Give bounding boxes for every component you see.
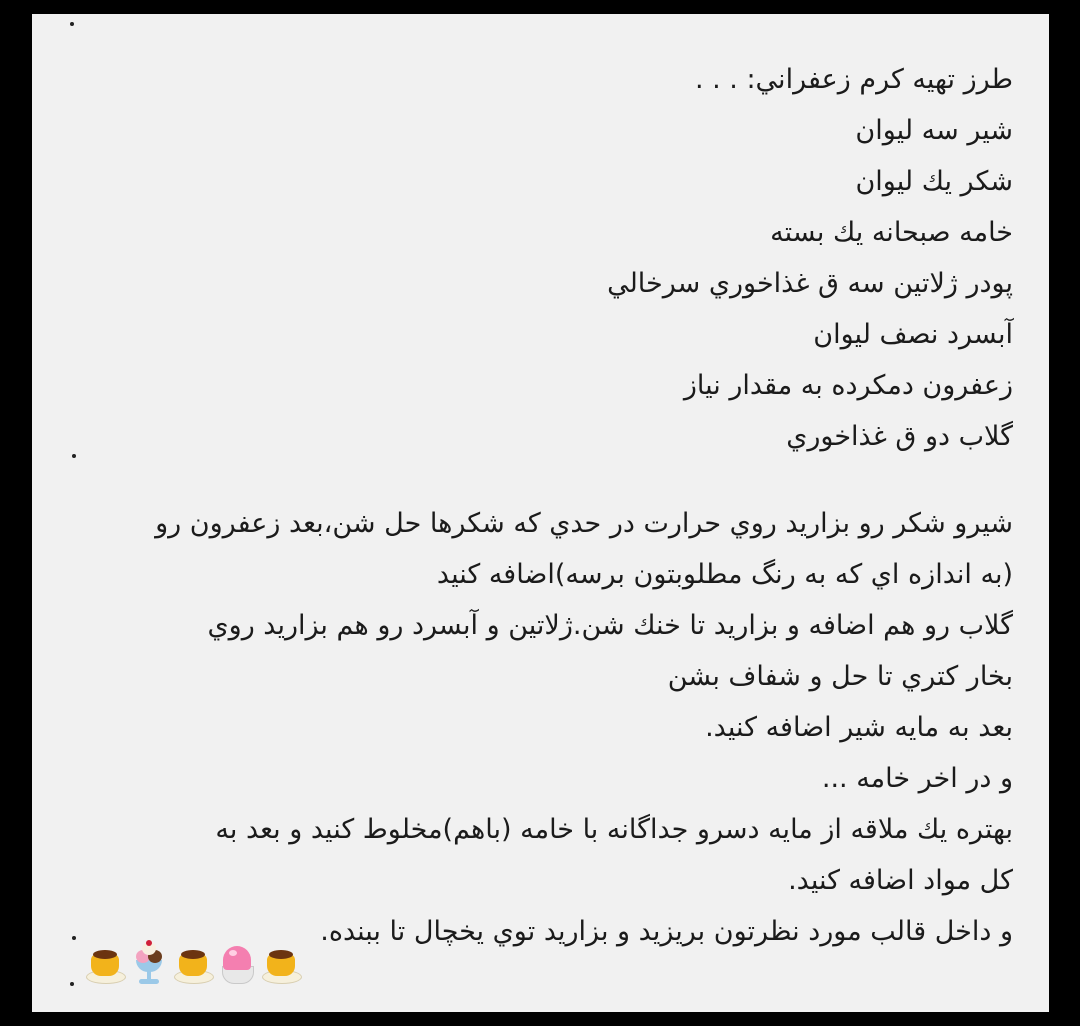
- recipe-text: [53, 54, 1013, 957]
- shaved-ice-icon: [218, 940, 256, 986]
- instruction-line: شيرو شكر رو بزاريد روي حرارت در حدي كه شكرها حل شن،بعد زعفرون رو: [155, 508, 1013, 539]
- ingredient-line: شكر يك ليوان: [855, 166, 1013, 197]
- ingredient-line: زعفرون دمكرده به مقدار نياز: [683, 370, 1013, 401]
- ingredient-line: آبسرد نصف ليوان: [813, 319, 1013, 350]
- instruction-line: و در اخر خامه ...: [821, 763, 1013, 794]
- pudding-icon: [174, 940, 212, 986]
- dot-marker: [70, 982, 74, 986]
- instruction-line: بهتره يك ملاقه از مايه دسرو جداگانه با خامه (باهم)مخلوط كنيد و بعد به: [215, 814, 1013, 845]
- ingredient-line: خامه صبحانه يك بسته: [770, 217, 1013, 248]
- instruction-line: و داخل قالب مورد نظرتون بريزيد و بزاريد توي يخچال تا ببنده.: [320, 916, 1013, 947]
- instruction-line: بعد به مايه شير اضافه كنيد.: [705, 712, 1013, 743]
- ingredient-line: گلاب دو ق غذاخوري: [786, 421, 1013, 452]
- pudding-icon: [262, 940, 300, 986]
- pudding-icon: [86, 940, 124, 986]
- right-border: [1049, 0, 1080, 1026]
- instruction-line: بخار كتري تا حل و شفاف بشن: [667, 661, 1013, 692]
- note-page: [32, 14, 1049, 1012]
- ingredient-line: پودر ژلاتين سه ق غذاخوري سرخالي: [607, 268, 1013, 299]
- ice-cream-icon: [130, 940, 168, 986]
- instruction-line: كل مواد اضافه كنيد.: [788, 865, 1013, 896]
- left-border: [0, 0, 32, 1026]
- instruction-line: گلاب رو هم اضافه و بزاريد تا خنك شن.ژلاتين و آبسرد رو هم بزاريد روي: [207, 610, 1013, 641]
- instruction-line: (به اندازه اي كه به رنگ مطلوبتون برسه)اضافه كنيد: [436, 559, 1013, 590]
- recipe-title: طرز تهيه كرم زعفراني: . . .: [694, 64, 1013, 95]
- ingredient-line: شير سه ليوان: [855, 115, 1013, 146]
- dot-marker: [70, 22, 74, 26]
- dessert-emoji-row: [86, 940, 300, 990]
